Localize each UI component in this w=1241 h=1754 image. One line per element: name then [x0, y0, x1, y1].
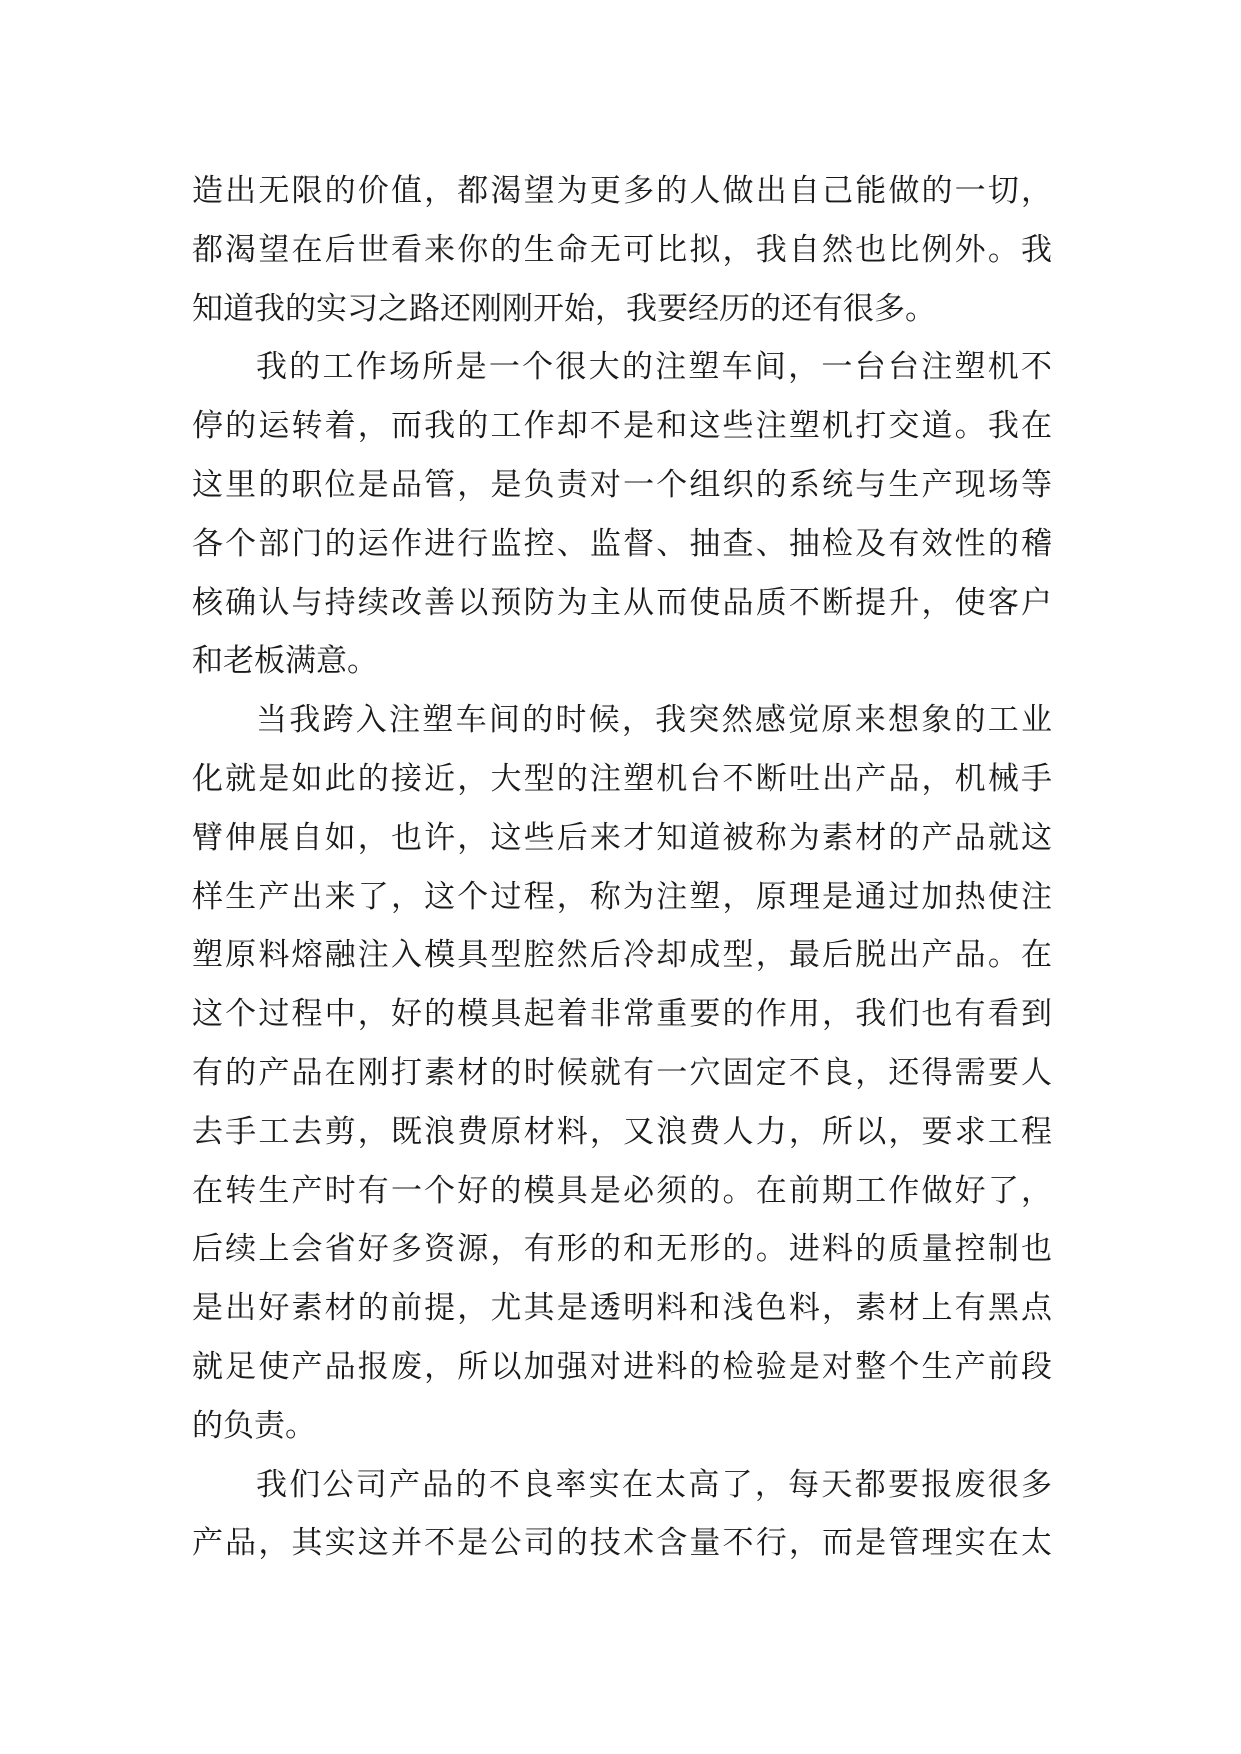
text-line: 当我跨入注塑车间的时候，我突然感觉原来想象的工业 — [256, 702, 1052, 739]
text-line: 是出好素材的前提，尤其是透明料和浅色料，素材上有黑点 — [192, 1290, 1052, 1327]
text-line: 产品，其实这并不是公司的技术含量不行，而是管理实在太 — [192, 1525, 1052, 1562]
text-line: 核确认与持续改善以预防为主从而使品质不断提升，使客户 — [192, 584, 1052, 621]
text-line: 停的运转着，而我的工作却不是和这些注塑机打交道。我在 — [192, 408, 1052, 445]
text-line: 知道我的实习之路还刚刚开始，我要经历的还有很多。 — [192, 290, 936, 327]
text-line: 都渴望在后世看来你的生命无可比拟，我自然也比例外。我 — [192, 231, 1052, 268]
body-text — [192, 162, 1052, 1573]
text-line: 和老板满意。 — [192, 643, 378, 680]
paragraph-2 — [192, 338, 1052, 691]
text-line: 后续上会省好多资源，有形的和无形的。进料的质量控制也 — [192, 1231, 1052, 1268]
text-line: 化就是如此的接近，大型的注塑机台不断吐出产品，机械手 — [192, 760, 1052, 797]
paragraph-3 — [192, 691, 1052, 1455]
paragraph-4 — [192, 1456, 1052, 1574]
text-line: 臂伸展自如，也许，这些后来才知道被称为素材的产品就这 — [192, 819, 1052, 856]
text-line: 各个部门的运作进行监控、监督、抽查、抽检及有效性的稽 — [192, 525, 1052, 562]
text-line: 的负责。 — [192, 1407, 316, 1444]
text-line: 去手工去剪，既浪费原材料，又浪费人力，所以，要求工程 — [192, 1113, 1052, 1150]
text-line: 这里的职位是品管，是负责对一个组织的系统与生产现场等 — [192, 466, 1052, 503]
paragraph-1 — [192, 162, 1052, 338]
text-line: 在转生产时有一个好的模具是必须的。在前期工作做好了， — [192, 1172, 1052, 1209]
text-line: 我的工作场所是一个很大的注塑车间，一台台注塑机不 — [256, 349, 1052, 386]
text-line: 样生产出来了，这个过程，称为注塑，原理是通过加热使注 — [192, 878, 1052, 915]
text-line: 塑原料熔融注入模具型腔然后冷却成型，最后脱出产品。在 — [192, 937, 1052, 974]
text-line: 这个过程中，好的模具起着非常重要的作用，我们也有看到 — [192, 996, 1052, 1033]
text-line: 有的产品在刚打素材的时候就有一穴固定不良，还得需要人 — [192, 1054, 1052, 1091]
text-line: 就足使产品报废，所以加强对进料的检验是对整个生产前段 — [192, 1348, 1052, 1385]
text-line: 我们公司产品的不良率实在太高了，每天都要报废很多 — [256, 1466, 1052, 1503]
text-line: 造出无限的价值，都渴望为更多的人做出自己能做的一切， — [192, 173, 1052, 209]
